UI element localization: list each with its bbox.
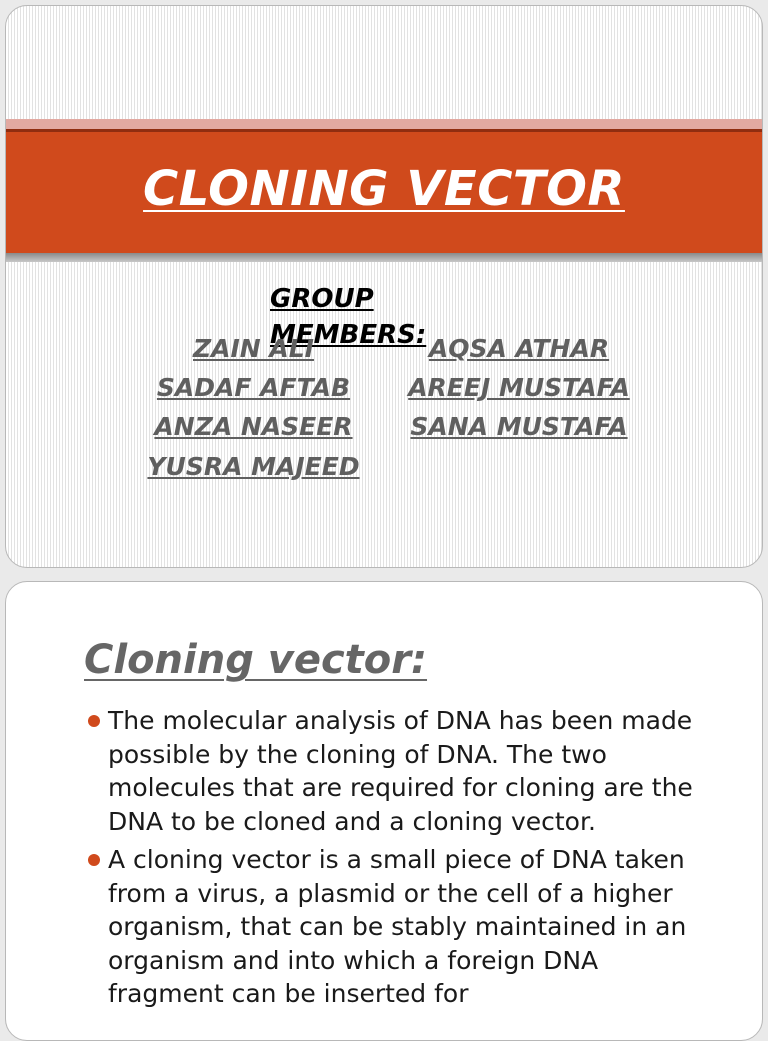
member-name: AREEJ MUSTAFA (408, 373, 630, 402)
title-band-highlight (6, 119, 762, 129)
member-name: SANA MUSTAFA (410, 412, 628, 441)
member-name: ZAIN ALI (193, 334, 314, 363)
group-members-label: GROUP MEMBERS: (270, 284, 427, 350)
title-slide (5, 5, 763, 568)
slide-title: CLONING VECTOR (143, 160, 625, 217)
member-name: SADAF AFTAB (156, 373, 351, 402)
bullet-item (6, 843, 708, 1011)
bullet-list (6, 704, 708, 1016)
member-name: AQSA ATHAR (428, 334, 610, 363)
bullet-text: The molecular analysis of DNA has been made possible by the cloning of DNA. The two molecules that are required for cloning are the DNA to be cloned and a cloning vector. (108, 706, 693, 836)
member-name: ANZA NASEER (154, 412, 353, 441)
content-slide (5, 581, 763, 1041)
bullet-dot-icon (88, 715, 100, 727)
bullet-item (6, 704, 708, 838)
bullet-text: A cloning vector is a small piece of DNA taken from a virus, a plasmid or the cell of a higher organism, that can be stably maintained in an organism and into which a foreign DNA fragment can be inserted for (108, 845, 687, 1008)
member-name: YUSRA MAJEED (147, 452, 360, 481)
bullet-dot-icon (88, 854, 100, 866)
title-band-shadow (6, 253, 762, 262)
title-band (6, 129, 762, 253)
slide-heading: Cloning vector: (84, 637, 428, 683)
